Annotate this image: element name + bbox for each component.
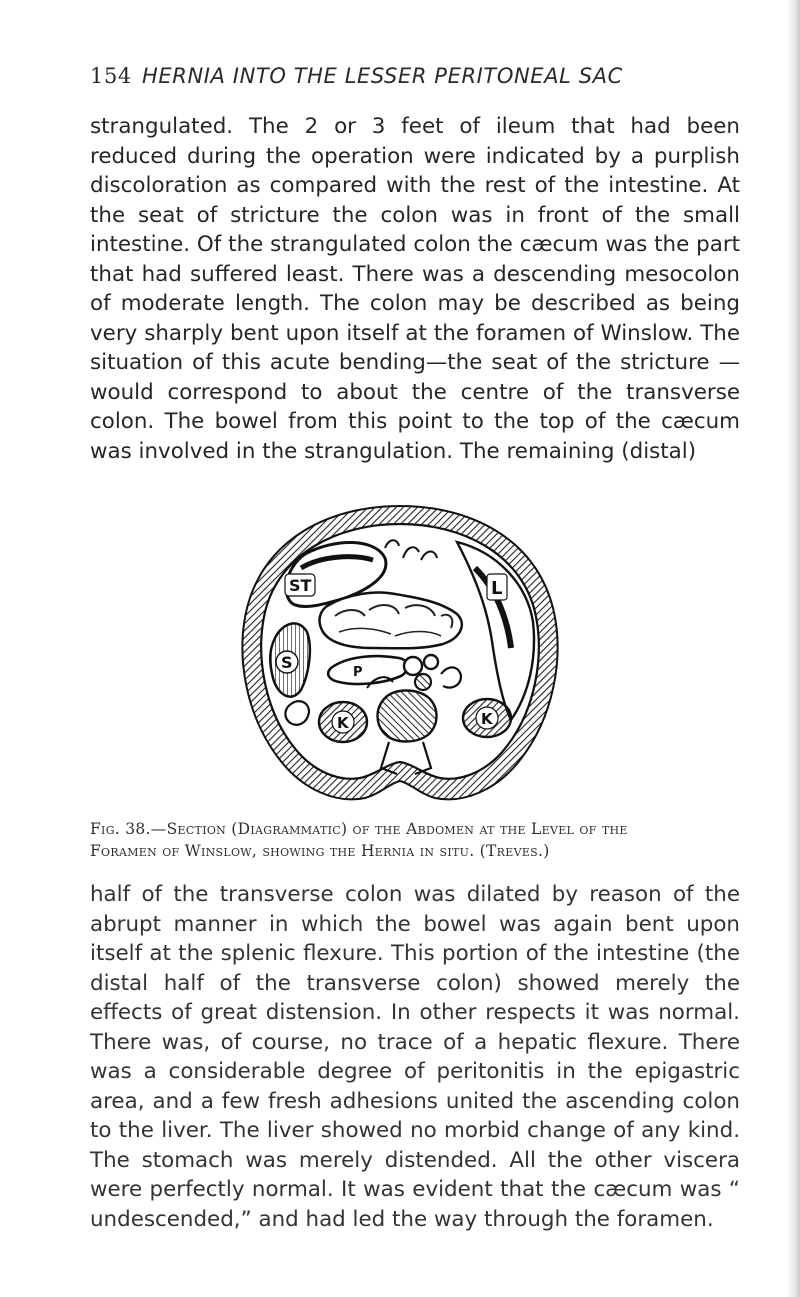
label-kidney-left: K bbox=[337, 714, 349, 732]
label-spleen: S bbox=[281, 653, 293, 672]
label-stomach: ST bbox=[289, 576, 312, 595]
page-header bbox=[90, 64, 740, 98]
label-liver: L bbox=[491, 578, 503, 599]
label-pancreas: P bbox=[353, 665, 363, 680]
page-edge-shadow bbox=[786, 0, 800, 1297]
vertebra bbox=[378, 691, 437, 742]
running-title: HERNIA INTO THE LESSER PERITONEAL SAC bbox=[142, 64, 623, 88]
abdomen-section-diagram bbox=[235, 498, 565, 808]
figure-caption bbox=[90, 818, 740, 862]
page-number: 154 bbox=[90, 64, 132, 88]
label-kidney-right: K bbox=[481, 710, 493, 728]
body-paragraph-top: strangulated. The 2 or 3 feet of ileum that had been reduced during the operation were indicated by a purplish discoloration as compared with the rest of the intestine. At the seat of stricture the colon was in front of the small intestine. Of the strangulated colon the cæcum was the part that had suffered least. There was a descending mesocolon of moderate length. The colon may be described as being very sharply bent upon itself at the foramen of Winslow. The situation of this acute bending—the seat of the stricture —would correspond to about the centre of the transverse colon. The bowel from this point to the top of the cæcum was involved in the strangulation. The remaining (distal) bbox=[90, 114, 740, 464]
figure-abdomen-section bbox=[235, 498, 565, 808]
caption-line-1: Fig. 38.—Section (Diagrammatic) of the Abdomen at the Level of the bbox=[90, 820, 628, 838]
body-paragraph-bottom: half of the transverse colon was dilated by reason of the abrupt manner in which the bowel was again bent upon itself at the splenic flexure. This portion of the intestine (the distal half of the transverse colon) showed merely the effects of great distension. In other respects it was normal. There was, of course, no trace of a hepatic flexure. There was a considerable degree of peritonitis in the epigastric area, and a few fresh adhesions united the ascending colon to the liver. The liver showed no morbid change of any kind. The stomach was merely distended. All the other viscera were perfectly normal. It was evident that the cæcum was “ undescended,” and had led the way through the foramen. bbox=[90, 882, 740, 1232]
caption-line-2: Foramen of Winslow, showing the Hernia in situ. (Treves.) bbox=[90, 842, 550, 860]
